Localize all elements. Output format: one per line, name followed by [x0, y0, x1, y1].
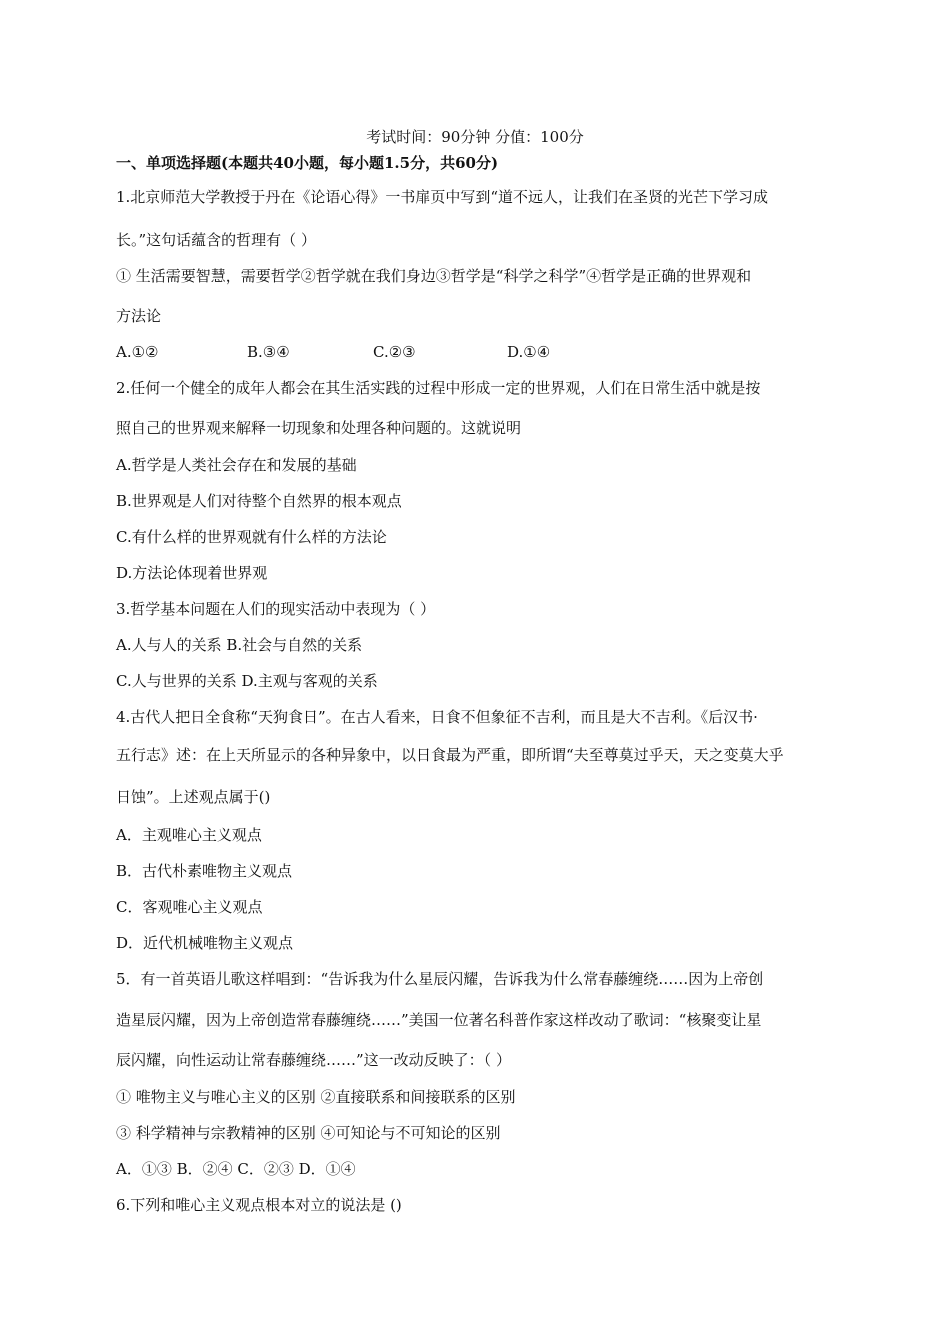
options-ab: A.人与人的关系 B.社会与自然的关系 — [116, 636, 363, 654]
question-stem: 4.古代人把日全食称“天狗食日”。在古人看来，日食不但象征不吉利，而且是大不吉利。《后汉书· — [116, 708, 758, 726]
option-a: A.①② — [116, 343, 159, 361]
option-c: C．客观唯心主义观点 — [116, 898, 263, 916]
question-stem: 照自己的世界观来解释一切现象和处理各种问题的。这就说明 — [116, 419, 522, 437]
question-stem: 5．有一首英语儿歌这样唱到：“告诉我为什么星辰闪耀，告诉我为什么常春藤缠绕……因为上帝创 — [116, 970, 764, 988]
question-stem: 3.哲学基本问题在人们的现实活动中表现为（ ） — [116, 600, 436, 618]
question-stem: 日蚀”。上述观点属于() — [116, 788, 271, 806]
question-items: ① 唯物主义与唯心主义的区别 ②直接联系和间接联系的区别 — [116, 1088, 516, 1106]
option-b: B．古代朴素唯物主义观点 — [116, 862, 293, 880]
question-items: ③ 科学精神与宗教精神的区别 ④可知论与不可知论的区别 — [116, 1124, 501, 1142]
exam-info: 考试时间：90分钟 分值：100分 — [366, 128, 584, 146]
option-b: B.③④ — [247, 343, 290, 361]
question-stem: 辰闪耀，向性运动让常春藤缠绕……”这一改动反映了：（ ） — [116, 1051, 511, 1069]
question-stem: 造星辰闪耀，因为上帝创造常春藤缠绕……”美国一位著名科普作家这样改动了歌词：“核聚变让星 — [116, 1011, 762, 1029]
option-d: D.①④ — [507, 343, 551, 361]
option-d: D．近代机械唯物主义观点 — [116, 934, 294, 952]
option-c: C.②③ — [373, 343, 416, 361]
option-a: A.哲学是人类社会存在和发展的基础 — [116, 456, 357, 474]
question-stem: 1.北京师范大学教授于丹在《论语心得》一书扉页中写到“道不远人，让我们在圣贤的光芒下学习成 — [116, 188, 768, 206]
question-stem: 2.任何一个健全的成年人都会在其生活实践的过程中形成一定的世界观，人们在日常生活中就是按 — [116, 379, 761, 397]
options-cd: C.人与世界的关系 D.主观与客观的关系 — [116, 672, 378, 690]
option-c: C.有什么样的世界观就有什么样的方法论 — [116, 528, 387, 546]
option-d: D.方法论体现着世界观 — [116, 564, 268, 582]
option-a: A．主观唯心主义观点 — [116, 826, 262, 844]
question-options: A．①③ B．②④ C．②③ D．①④ — [116, 1160, 356, 1178]
option-b: B.世界观是人们对待整个自然界的根本观点 — [116, 492, 402, 510]
section-title: 一、单项选择题(本题共40小题，每小题1.5分，共60分) — [116, 154, 499, 172]
question-stem: 6.下列和唯心主义观点根本对立的说法是 () — [116, 1196, 402, 1214]
question-items: ① 生活需要智慧，需要哲学②哲学就在我们身边③哲学是“科学之科学”④哲学是正确的世界观和 — [116, 267, 752, 285]
question-stem: 长。”这句话蕴含的哲理有（ ） — [116, 231, 316, 249]
question-items: 方法论 — [116, 307, 162, 325]
question-stem: 五行志》述：在上天所显示的各种异象中，以日食最为严重，即所谓“夫至尊莫过乎天，天之变莫大乎 — [116, 746, 784, 764]
